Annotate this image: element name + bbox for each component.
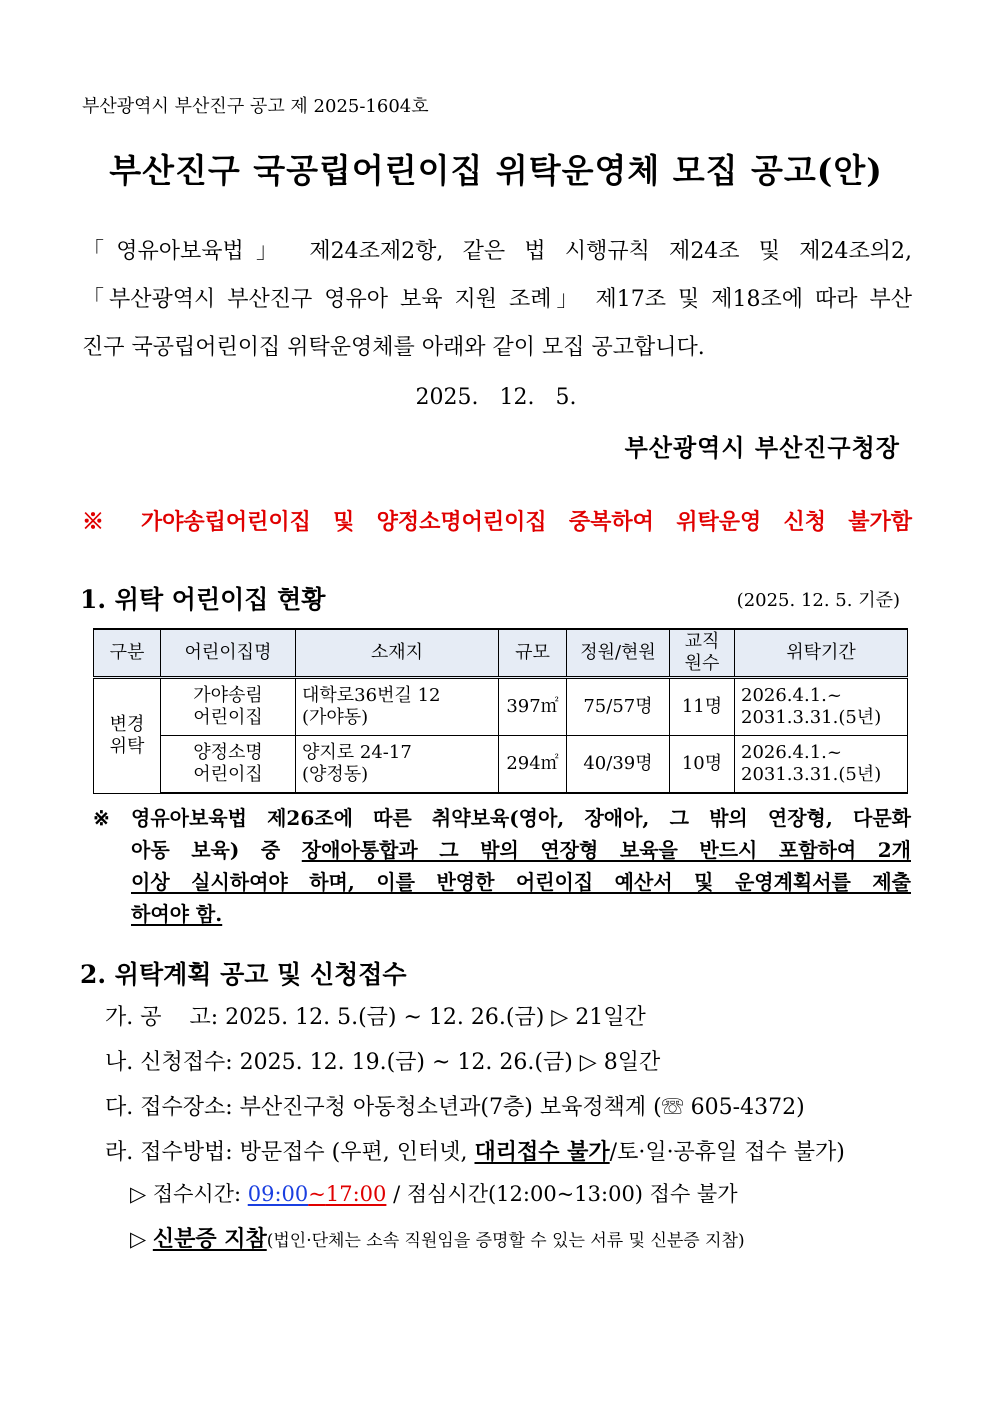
page-title: 부산진구 국공립어린이집 위탁운영체 모집 공고(안): [109, 151, 883, 190]
addr-line2: (양정동): [302, 764, 369, 785]
id-detail: (법인·단체는 소속 직원임을 증명할 수 있는 서류 및 신분증 지참): [266, 1231, 745, 1251]
cell-location: [296, 678, 499, 736]
vulnerable-care-note: [93, 802, 911, 930]
name-line1: 가야송림: [193, 685, 263, 706]
duplicate-warning: ※ 가야송립어린이집 및 양정소명어린이집 중복하여 위탁운영 신청 불가함: [82, 509, 912, 535]
note-mark: ※: [93, 806, 110, 830]
cell-name: [161, 678, 296, 736]
section1-title: 1. 위탁 어린이집 현황: [80, 585, 326, 614]
hours-start: 09:00: [247, 1182, 309, 1206]
notice-number: 부산광역시 부산진구 공고 제 2025-1604호: [82, 96, 429, 117]
intro-line: 「영유아보육법」 제24조제2항, 같은 법 시행규칙 제24조 및 제24조의2,: [82, 239, 912, 264]
intro-line: 「부산광역시 부산진구 영유아 보육 지원 조례」 제17조 및 제18조에 따라 부산: [82, 287, 912, 312]
hours-separator: ~: [308, 1182, 326, 1206]
section2-title: 2. 위탁계획 공고 및 신청접수: [80, 960, 407, 989]
cell-period: [735, 678, 908, 736]
header-period: 위탁기간: [735, 629, 908, 678]
apply-period: 나. 신청접수: 2025. 12. 19.(금) ~ 12. 26.(금) ▷ 8일간: [105, 1050, 661, 1075]
header-staff-line2: 원수: [684, 653, 720, 674]
note-line: 영유아보육법 제26조에 따른 취약보육(영아, 장애아, 그 밖의 연장형, 다문화: [131, 806, 911, 830]
name-line1: 양정소명: [193, 742, 263, 763]
id-prefix: ▷: [130, 1227, 153, 1251]
apply-hours: [130, 1178, 738, 1208]
table-row: [94, 736, 908, 794]
header-staff-line1: 교직: [684, 631, 720, 652]
intro-paragraph: [82, 228, 912, 372]
id-emphasis: 신분증 지참: [152, 1226, 267, 1252]
type-line2: 위탁: [109, 735, 145, 757]
period-line2: 2031.3.31.(5년): [741, 764, 882, 785]
notice-date: 2025. 12. 5.: [415, 385, 577, 410]
table-row: [94, 678, 908, 736]
cell-staff: 10명: [670, 736, 735, 794]
cell-capacity: 40/39명: [567, 736, 670, 794]
cell-name: [161, 736, 296, 794]
note-body: [131, 802, 911, 930]
addr-line2: (가야동): [302, 707, 369, 728]
method-emphasis: 대리접수 불가: [474, 1139, 610, 1165]
announce-period: 가. 공 고: 2025. 12. 5.(금) ~ 12. 26.(금) ▷ 21일간: [105, 1005, 646, 1030]
cell-period: [735, 736, 908, 794]
name-line2: 어린이집: [193, 764, 263, 785]
header-name: 어린이집명: [161, 629, 296, 678]
table-header-row: [94, 629, 908, 678]
apply-place: 다. 접수장소: 부산진구청 아동청소년과(7층) 보육정책계 (☏ 605-4372): [105, 1095, 805, 1120]
note-line: 하여야 함.: [131, 902, 223, 926]
header-size: 규모: [499, 629, 567, 678]
header-type: 구분: [94, 629, 161, 678]
header-capacity: 정원/현원: [567, 629, 670, 678]
id-requirement: [130, 1222, 745, 1253]
cell-staff: 11명: [670, 678, 735, 736]
intro-line: 진구 국공립어린이집 위탁운영체를 아래와 같이 모집 공고합니다.: [82, 335, 705, 360]
cell-size: 397㎡: [499, 678, 567, 736]
method-prefix: 라. 접수방법: 방문접수 (우편, 인터넷,: [105, 1140, 475, 1165]
note-line: 이상 실시하여야 하며, 이를 반영한 어린이집 예산서 및 운영계획서를 제출: [131, 870, 911, 894]
daycare-table: [93, 628, 908, 794]
name-line2: 어린이집: [193, 707, 263, 728]
addr-line1: 양지로 24-17: [302, 742, 412, 763]
hours-prefix: ▷ 접수시간:: [130, 1182, 248, 1206]
cell-location: [296, 736, 499, 794]
note-line: [131, 834, 911, 866]
addr-line1: 대학로36번길 12: [302, 685, 441, 706]
note-line2-plain: 아동 보육) 중: [131, 838, 302, 862]
cell-capacity: 75/57명: [567, 678, 670, 736]
type-line1: 변경: [109, 713, 145, 735]
signer: 부산광역시 부산진구청장: [624, 433, 900, 462]
cell-type: [94, 678, 161, 794]
hours-end: 17:00: [325, 1182, 387, 1206]
header-location: 소재지: [296, 629, 499, 678]
header-staff: [670, 629, 735, 678]
cell-size: 294㎡: [499, 736, 567, 794]
method-suffix: /토·일·공휴일 접수 불가): [609, 1140, 845, 1165]
period-line2: 2031.3.31.(5년): [741, 707, 882, 728]
hours-suffix: / 점심시간(12:00~13:00) 접수 불가: [386, 1182, 738, 1206]
note-line2-underlined: 장애아통합과 그 밖의 연장형 보육을 반드시 포함하여 2개: [301, 838, 911, 862]
apply-method: [105, 1135, 845, 1166]
basis-date: (2025. 12. 5. 기준): [736, 590, 900, 611]
period-line1: 2026.4.1.~: [741, 685, 842, 706]
period-line1: 2026.4.1.~: [741, 742, 842, 763]
